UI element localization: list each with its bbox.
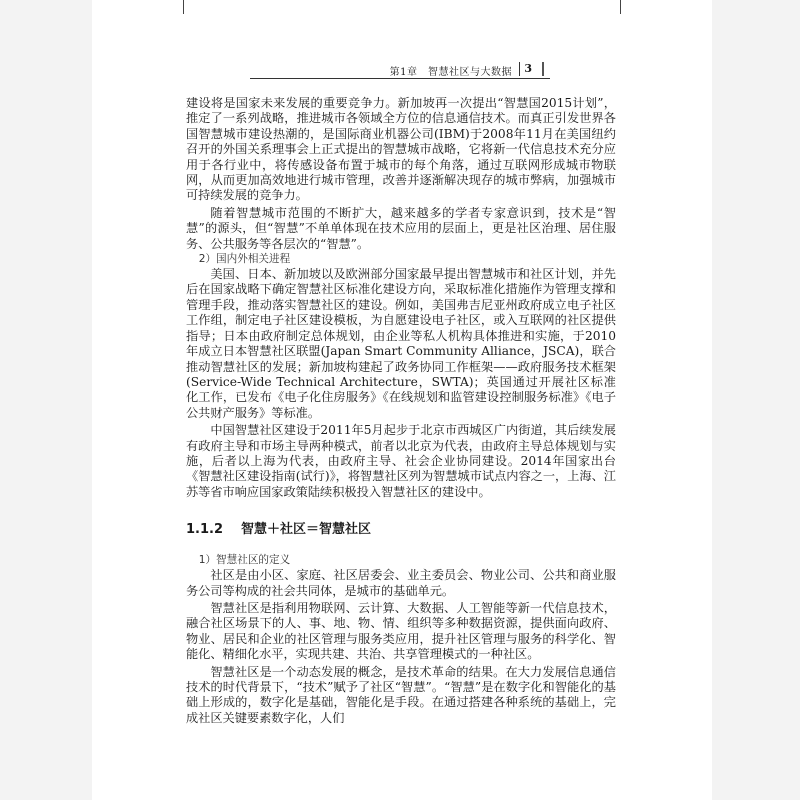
- body-paragraph: 美国、日本、新加坡以及欧洲部分国家最早提出智慧城市和社区计划，并先后在国家战略下确定智慧社区标准化建设方向，采取标准化措施作为管理支撑和管理手段，推动落实智慧社区的建设。例如，美国弗吉尼亚州政府成立电子社区工作组，制定电子社区建设模板，为自愿建设电子社区，或入互联网的社区提供指导；日本由政府制定总体规划，由企业等私人机构具体推进和实施，于2010年成立日本智慧社区联盟(Japan Smart Community Alliance，JSCA)，联合推动智慧社区的发展；新加坡构建起了政务协同工作框架——政府服务技术框架(Service-Wide Technical Architecture，SWTA)；英国通过开展社区标准化工作，已发布《电子化住房服务》《在线规划和监管建设控制服务标准》《电子公共财产服务》等标准。: [186, 267, 616, 420]
- body-paragraph: 中国智慧社区建设于2011年5月起步于北京市西城区广内街道，其后续发展有政府主导和市场主导两种模式，前者以北京为代表，由政府主导总体规划与实施，后者以上海为代表，由政府主导、社会企业协同建设。2014年国家出台《智慧社区建设指南(试行)》，将智慧社区列为智慧城市试点内容之一，上海、江苏等省市响应国家政策陆续积极投入智慧社区的建设中。: [186, 423, 616, 499]
- subheading: 2）国内外相关进程: [198, 253, 291, 266]
- page-background-right: [712, 0, 800, 800]
- header-mark: [542, 62, 544, 76]
- body-paragraph: 建设将是国家未来发展的重要竞争力。新加坡再一次提出“智慧国2015计划”，推定了一系列战略，推进城市各领域全方位的信息通信技术。而真正引发世界各国智慧城市建设热潮的，是国际商业机器公司(IBM)于2008年11月在美国纽约召开的外国关系理事会上正式提出的智慧城市战略，它将新一代信息技术充分应用于各行业中，将传感设备布置于城市的每个角落，通过互联网形成城市物联网，从而更加高效地进行城市管理，改善并逐渐解决现存的城市弊病，加强城市可持续发展的竞争力。: [186, 96, 616, 203]
- page-body: [186, 96, 616, 726]
- body-paragraph: 社区是由小区、家庭、社区居委会、业主委员会、物业公司、公共和商业服务公司等构成的社会共同体，是城市的基础单元。: [186, 568, 616, 598]
- section-title: 智慧＋社区＝智慧社区: [241, 522, 372, 538]
- chapter-title: 第1章 智慧社区与大数据: [389, 67, 512, 78]
- page-background-left: [0, 0, 92, 800]
- page-number: 3: [524, 62, 532, 75]
- header-separator: [519, 62, 520, 76]
- section-heading: [186, 518, 616, 537]
- header-rule: [250, 78, 550, 79]
- crop-mark-top-left: [183, 0, 184, 14]
- subheading: 1）智慧社区的定义: [198, 554, 291, 567]
- body-paragraph: 智慧社区是指利用物联网、云计算、大数据、人工智能等新一代信息技术，融合社区场景下的人、事、地、物、情、组织等多种数据资源，提供面向政府、物业、居民和企业的社区管理与服务类应用，提升社区管理与服务的科学化、智能化、精细化水平，实现共建、共治、共享管理模式的一种社区。: [186, 600, 616, 662]
- body-paragraph: 随着智慧城市范围的不断扩大，越来越多的学者专家意识到，技术是“智慧”的源头，但“智慧”不单单体现在技术应用的层面上，更是社区治理、居住服务、公共服务等各层次的“智慧”。: [186, 205, 616, 251]
- section-number: 1.1.2: [186, 522, 224, 538]
- crop-mark-top-right: [620, 0, 621, 14]
- running-head: [250, 62, 550, 82]
- body-paragraph: 智慧社区是一个动态发展的概念，是技术革命的结果。在大力发展信息通信技术的时代背景下，“技术”赋予了社区“智慧”。“智慧”是在数字化和智能化的基础上形成的，数字化是基础，智能化是手段。在通过搭建各种系统的基础上，完成社区关键要素数字化，人们: [186, 664, 616, 725]
